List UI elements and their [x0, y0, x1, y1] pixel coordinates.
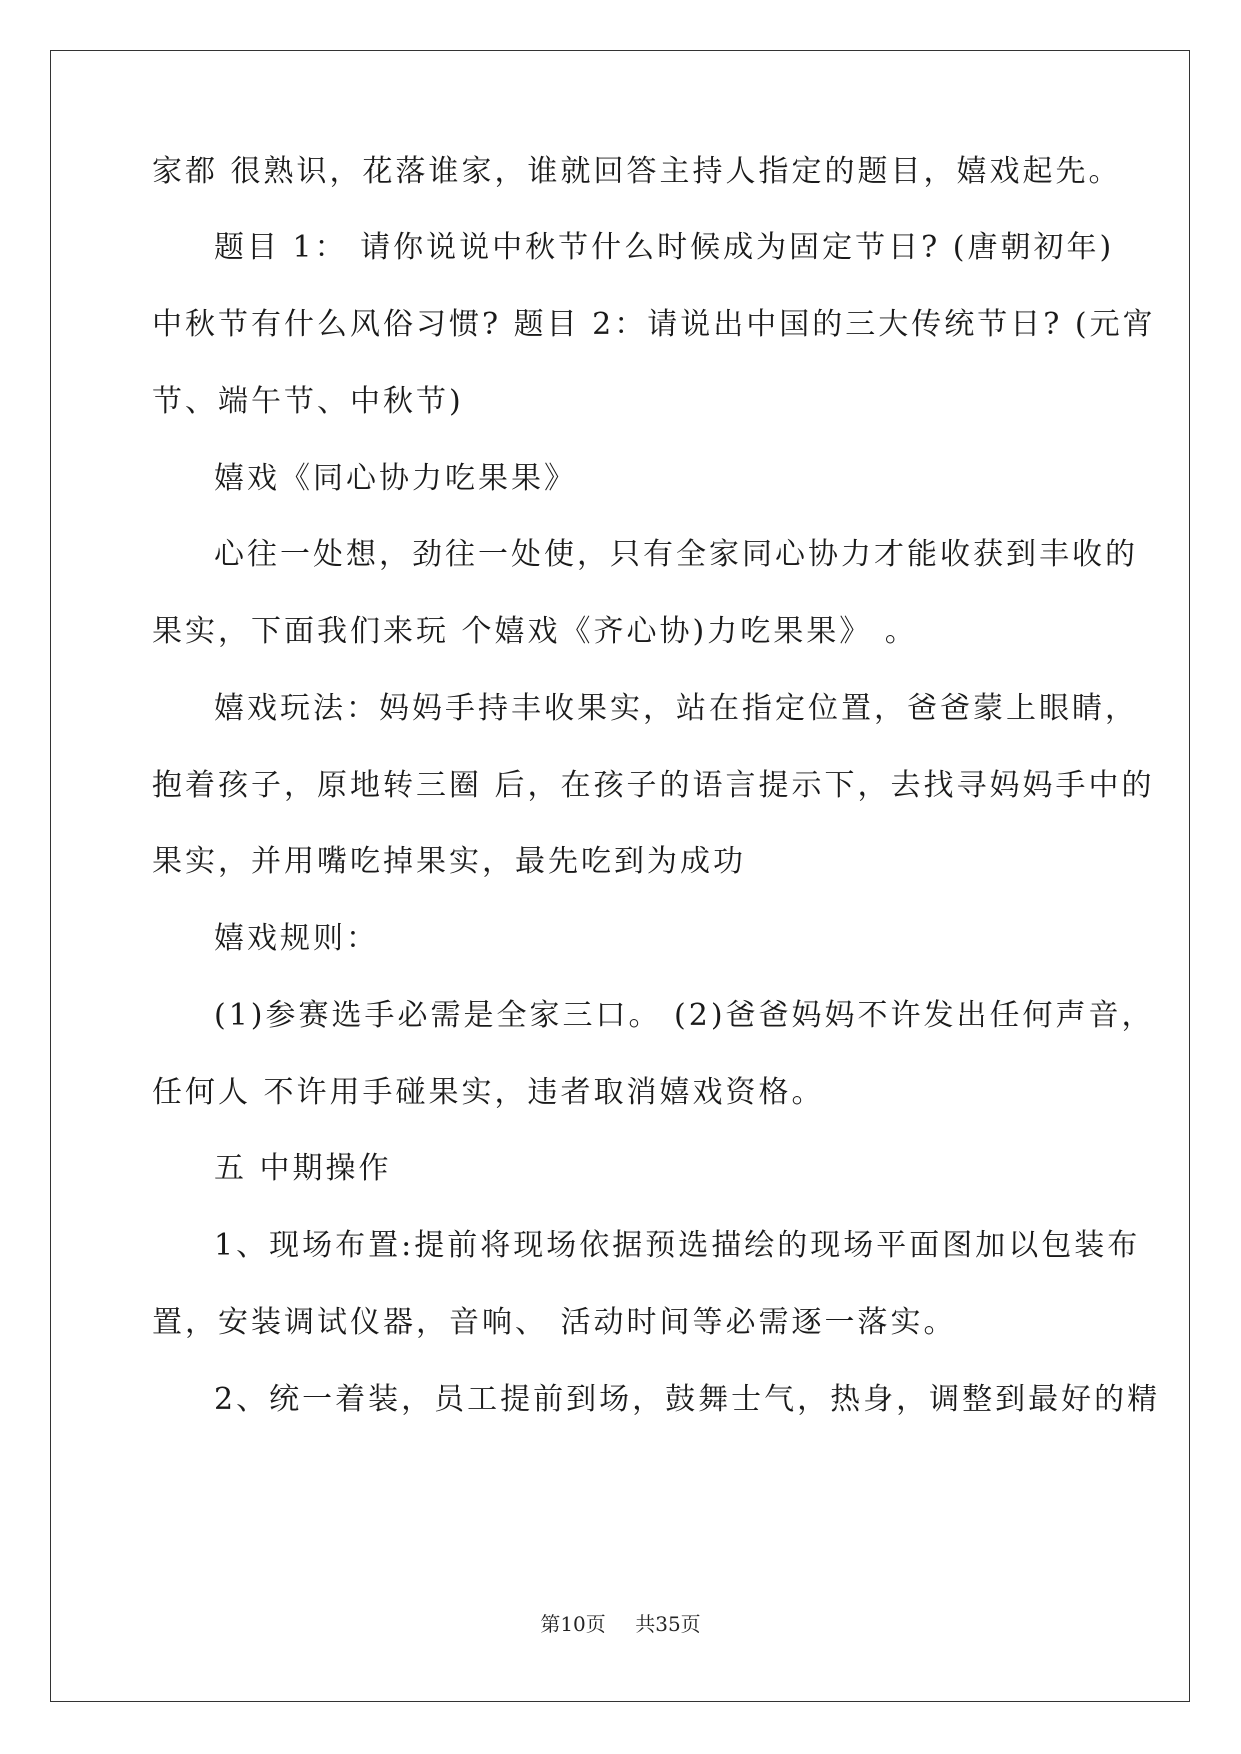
text-line-4: 节、端午节、中秋节) [152, 384, 464, 419]
text-line-9: 抱着孩子，原地转三圈 后，在孩子的语言提示下，去找寻妈妈手中的 [152, 768, 1155, 803]
page-total: 共35页 [635, 1612, 701, 1636]
text-line-3: 中秋节有什么风俗习惯? 题目 2：请说出中国的三大传统节日? (元宵 [152, 307, 1156, 342]
text-line-5: 嬉戏《同心协力吃果果》 [214, 461, 577, 496]
text-line-8: 嬉戏玩法：妈妈手持丰收果实，站在指定位置，爸爸蒙上眼睛， [214, 691, 1138, 726]
text-line-6: 心往一处想，劲往一处使，只有全家同心协力才能收获到丰收的 [214, 537, 1138, 572]
text-line-13: 任何人 不许用手碰果实，违者取消嬉戏资格。 [152, 1075, 825, 1110]
text-line-16: 置，安装调试仪器，音响、 活动时间等必需逐一落实。 [152, 1305, 957, 1340]
text-line-11: 嬉戏规则： [214, 921, 379, 956]
text-line-15: 1、现场布置:提前将现场依据预选描绘的现场平面图加以包装布 [214, 1228, 1141, 1263]
text-line-14: 五 中期操作 [214, 1151, 392, 1186]
text-line-7: 果实，下面我们来玩 个嬉戏《齐心协)力吃果果》 。 [152, 614, 918, 649]
page-number: 第10页 [540, 1612, 606, 1636]
text-line-12: (1)参赛选手必需是全家三口。 (2)爸爸妈妈不许发出任何声音， [214, 998, 1155, 1033]
text-line-2: 题目 1： 请你说说中秋节什么时候成为固定节日? (唐朝初年) [214, 230, 1115, 265]
text-line-1: 家都 很熟识，花落谁家，谁就回答主持人指定的题目，嬉戏起先。 [152, 154, 1122, 189]
text-line-17: 2、统一着装，员工提前到场，鼓舞士气，热身，调整到最好的精 [214, 1382, 1161, 1417]
page-footer [0, 1612, 1241, 1636]
text-line-10: 果实，并用嘴吃掉果实，最先吃到为成功 [152, 844, 746, 879]
